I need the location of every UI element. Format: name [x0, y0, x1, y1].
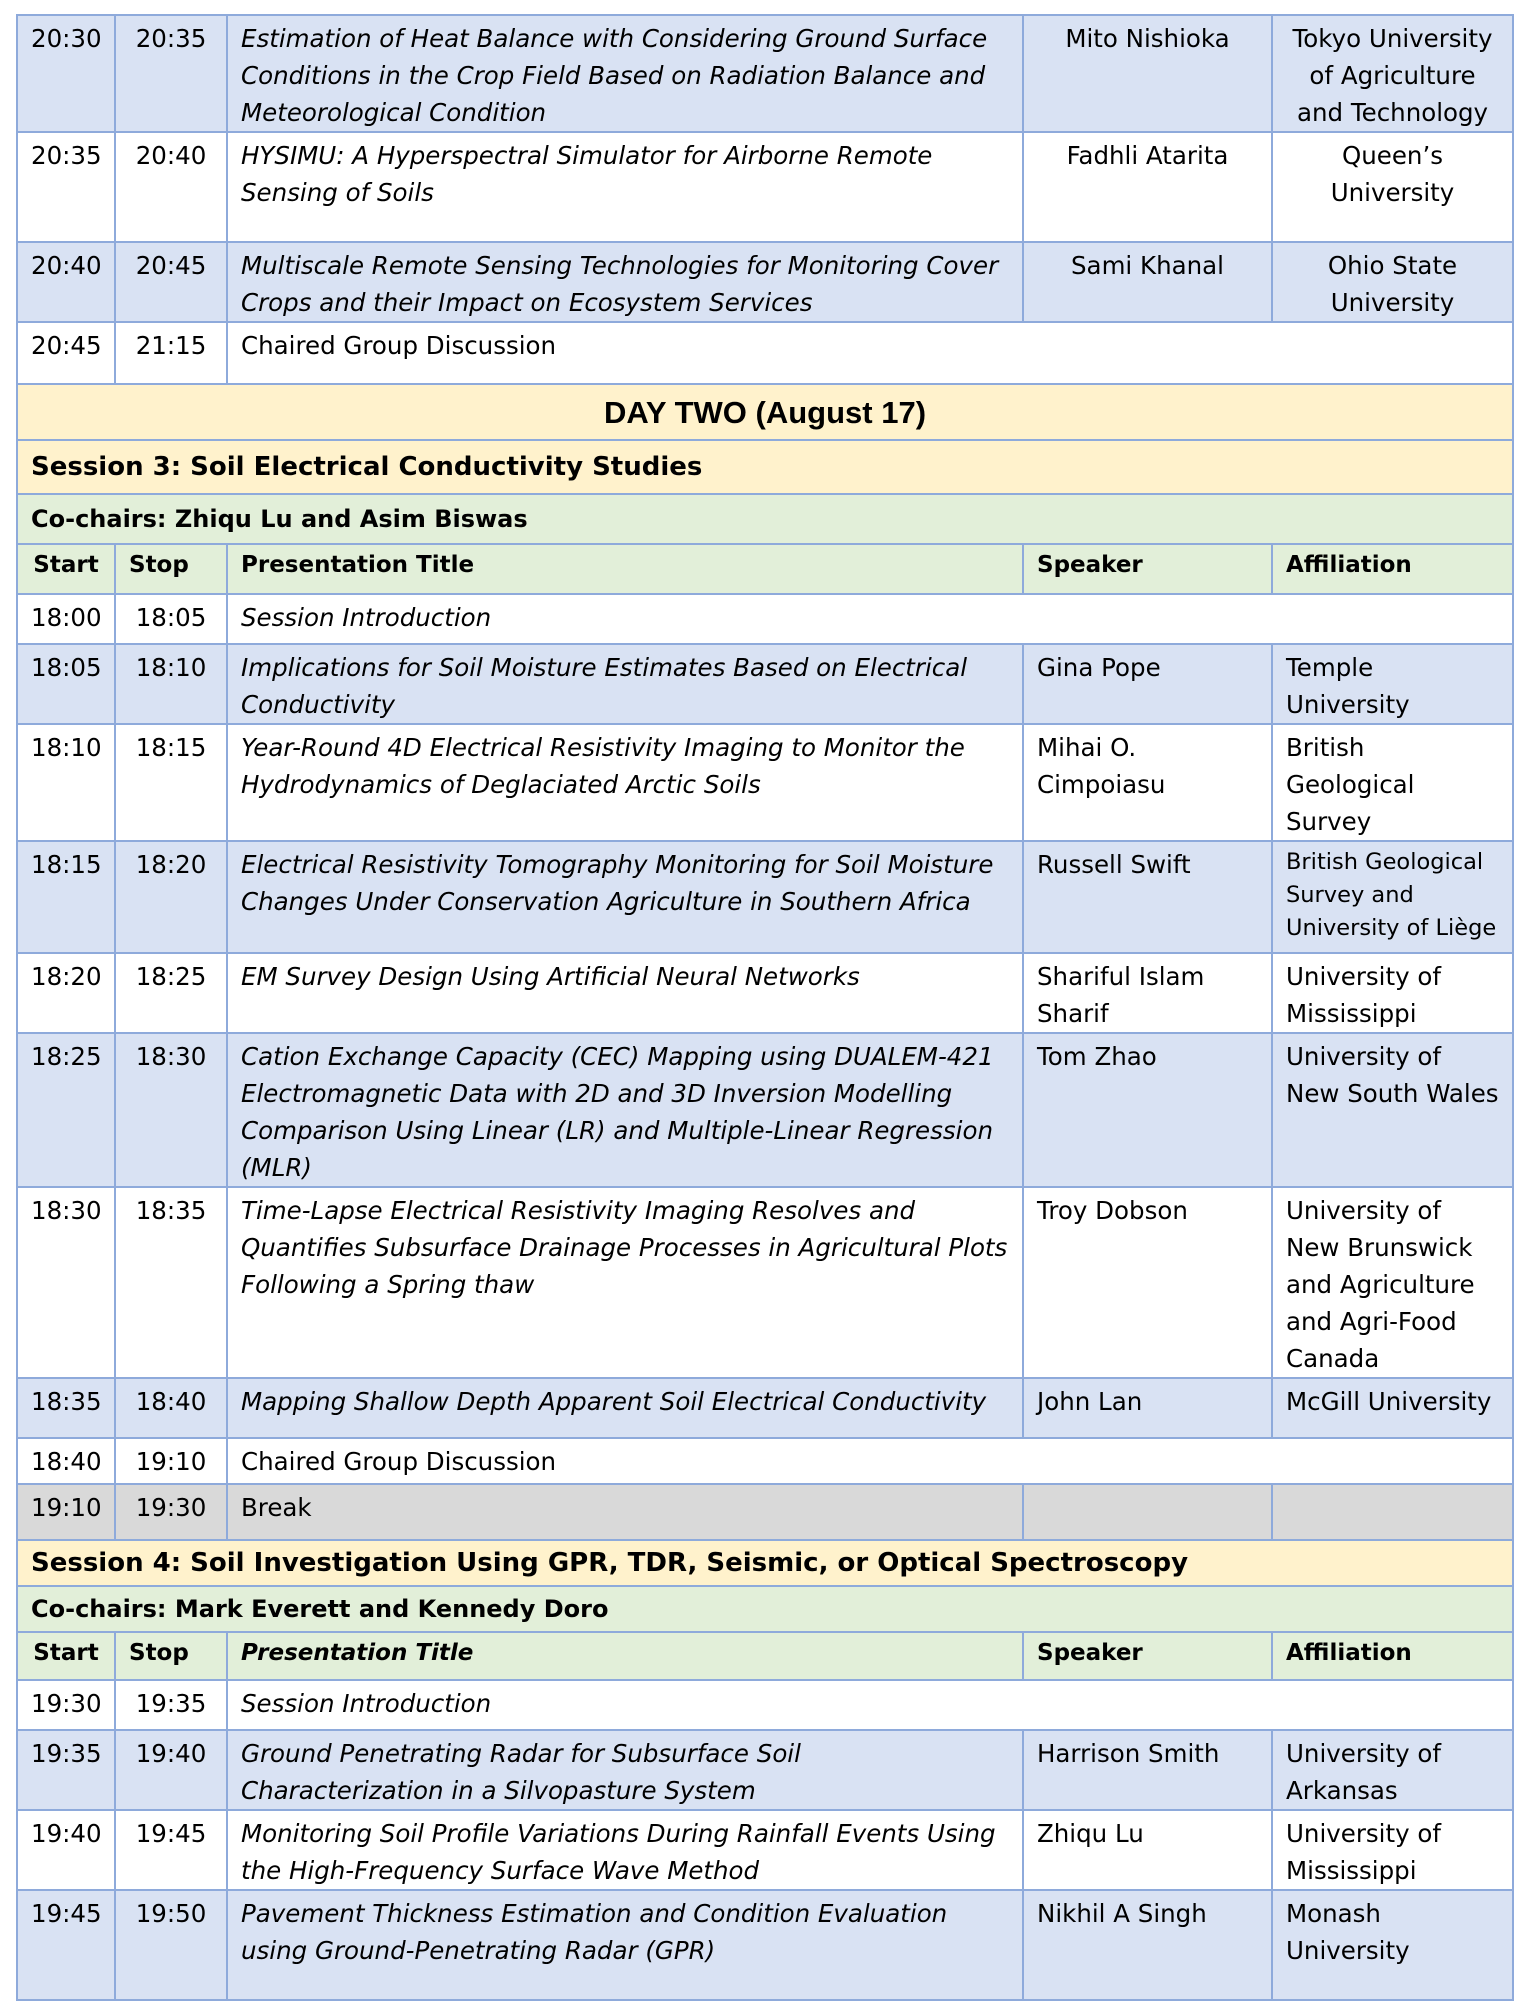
cochairs-row: [17, 1586, 1513, 1632]
stop-time: 19:35: [115, 1680, 227, 1730]
speaker: Tom Zhao: [1023, 1033, 1272, 1187]
start-time: 19:35: [17, 1730, 115, 1810]
column-header-stop: Stop: [115, 544, 227, 594]
speaker: John Lan: [1023, 1378, 1272, 1438]
table-row: [17, 15, 1513, 132]
presentation-title: Session Introduction: [227, 1680, 1513, 1730]
table-row: [17, 1187, 1513, 1378]
speaker: Troy Dobson: [1023, 1187, 1272, 1378]
start-time: 18:20: [17, 953, 115, 1033]
affiliation: University of New South Wales: [1272, 1033, 1513, 1187]
session-title-row: [17, 440, 1513, 494]
affiliation: British Geological Survey and University of Liège: [1272, 841, 1513, 953]
stop-time: 18:20: [115, 841, 227, 953]
table-row: [17, 132, 1513, 242]
column-header-affiliation: Affiliation: [1272, 1632, 1513, 1680]
affiliation: Monash University: [1272, 1890, 1513, 2000]
table-row: [17, 1378, 1513, 1438]
presentation-title: EM Survey Design Using Artificial Neural Networks: [227, 953, 1023, 1033]
speaker-empty: [1023, 1484, 1272, 1540]
presentation-title: Monitoring Soil Profile Variations During Rainfall Events Using the High-Frequency Surface Wave Method: [227, 1810, 1023, 1890]
affiliation: Temple University: [1272, 644, 1513, 724]
start-time: 19:10: [17, 1484, 115, 1540]
table-row: [17, 1484, 1513, 1540]
start-time: 19:40: [17, 1810, 115, 1890]
table-row: [17, 594, 1513, 644]
stop-time: 21:15: [115, 322, 227, 384]
speaker: Mito Nishioka: [1023, 15, 1272, 132]
table-row: [17, 1810, 1513, 1890]
start-time: 20:35: [17, 132, 115, 242]
speaker: Mihai O. Cimpoiasu: [1023, 724, 1272, 841]
speaker: Sami Khanal: [1023, 242, 1272, 322]
table-row: [17, 322, 1513, 384]
cochairs: Co-chairs: Zhiqu Lu and Asim Biswas: [17, 494, 1513, 544]
table-row: [17, 953, 1513, 1033]
stop-time: 18:05: [115, 594, 227, 644]
affiliation-empty: [1272, 1484, 1513, 1540]
affiliation: Ohio State University: [1272, 242, 1513, 322]
stop-time: 19:50: [115, 1890, 227, 2000]
stop-time: 19:10: [115, 1438, 227, 1484]
stop-time: 18:30: [115, 1033, 227, 1187]
start-time: 20:30: [17, 15, 115, 132]
table-row: [17, 841, 1513, 953]
cochairs-row: [17, 494, 1513, 544]
presentation-title: Cation Exchange Capacity (CEC) Mapping using DUALEM-421 Electromagnetic Data with 2D and 3D Inversion Modelling Comparison Using Linear (LR) and Multiple-Linear Regression (MLR): [227, 1033, 1023, 1187]
column-header-affiliation: Affiliation: [1272, 544, 1513, 594]
stop-time: 20:45: [115, 242, 227, 322]
stop-time: 18:15: [115, 724, 227, 841]
speaker: Nikhil A Singh: [1023, 1890, 1272, 2000]
speaker: Russell Swift: [1023, 841, 1272, 953]
stop-time: 20:40: [115, 132, 227, 242]
stop-time: 19:40: [115, 1730, 227, 1810]
stop-time: 20:35: [115, 15, 227, 132]
start-time: 20:45: [17, 322, 115, 384]
presentation-title: Session Introduction: [227, 594, 1513, 644]
column-header-stop: Stop: [115, 1632, 227, 1680]
start-time: 19:45: [17, 1890, 115, 2000]
presentation-title: Estimation of Heat Balance with Considering Ground Surface Conditions in the Crop Field Based on Radiation Balance and Meteorological Condition: [227, 15, 1023, 132]
presentation-title: Time-Lapse Electrical Resistivity Imaging Resolves and Quantifies Subsurface Drainage Processes in Agricultural Plots Following a Spring thaw: [227, 1187, 1023, 1378]
presentation-title: Pavement Thickness Estimation and Condition Evaluation using Ground-Penetrating Radar (GPR): [227, 1890, 1023, 2000]
presentation-title: HYSIMU: A Hyperspectral Simulator for Airborne Remote Sensing of Soils: [227, 132, 1023, 242]
affiliation: University of Arkansas: [1272, 1730, 1513, 1810]
table-header-row: [17, 544, 1513, 594]
start-time: 18:10: [17, 724, 115, 841]
affiliation: Tokyo University of Agriculture and Technology: [1272, 15, 1513, 132]
affiliation: McGill University: [1272, 1378, 1513, 1438]
start-time: 18:30: [17, 1187, 115, 1378]
stop-time: 18:35: [115, 1187, 227, 1378]
session-title-row: [17, 1540, 1513, 1586]
affiliation: University of Mississippi: [1272, 953, 1513, 1033]
start-time: 18:15: [17, 841, 115, 953]
start-time: 18:25: [17, 1033, 115, 1187]
table-row: [17, 1680, 1513, 1730]
stop-time: 18:10: [115, 644, 227, 724]
presentation-title: Electrical Resistivity Tomography Monitoring for Soil Moisture Changes Under Conservation Agriculture in Southern Africa: [227, 841, 1023, 953]
table-row: [17, 1890, 1513, 2000]
affiliation: Queen’s University: [1272, 132, 1513, 242]
affiliation: British Geological Survey: [1272, 724, 1513, 841]
presentation-title: Implications for Soil Moisture Estimates Based on Electrical Conductivity: [227, 644, 1023, 724]
session-title: Session 4: Soil Investigation Using GPR, TDR, Seismic, or Optical Spectroscopy: [17, 1540, 1513, 1586]
schedule-table: [16, 14, 1514, 2001]
presentation-title: Ground Penetrating Radar for Subsurface Soil Characterization in a Silvopasture System: [227, 1730, 1023, 1810]
start-time: 19:30: [17, 1680, 115, 1730]
affiliation: University of Mississippi: [1272, 1810, 1513, 1890]
presentation-title: Mapping Shallow Depth Apparent Soil Electrical Conductivity: [227, 1378, 1023, 1438]
speaker: Zhiqu Lu: [1023, 1810, 1272, 1890]
affiliation: University of New Brunswick and Agriculture and Agri-Food Canada: [1272, 1187, 1513, 1378]
presentation-title: Break: [227, 1484, 1023, 1540]
stop-time: 19:45: [115, 1810, 227, 1890]
speaker: Fadhli Atarita: [1023, 132, 1272, 242]
stop-time: 19:30: [115, 1484, 227, 1540]
start-time: 18:05: [17, 644, 115, 724]
day-banner-row: [17, 384, 1513, 440]
presentation-title: Chaired Group Discussion: [227, 1438, 1513, 1484]
speaker: Harrison Smith: [1023, 1730, 1272, 1810]
session-title: Session 3: Soil Electrical Conductivity Studies: [17, 440, 1513, 494]
start-time: 20:40: [17, 242, 115, 322]
column-header-speaker: Speaker: [1023, 544, 1272, 594]
presentation-title: Multiscale Remote Sensing Technologies for Monitoring Cover Crops and their Impact on Ecosystem Services: [227, 242, 1023, 322]
table-row: [17, 724, 1513, 841]
day-heading: DAY TWO (August 17): [17, 384, 1513, 440]
table-row: [17, 242, 1513, 322]
column-header-speaker: Speaker: [1023, 1632, 1272, 1680]
presentation-title: Year-Round 4D Electrical Resistivity Imaging to Monitor the Hydrodynamics of Deglaciated Arctic Soils: [227, 724, 1023, 841]
table-row: [17, 1438, 1513, 1484]
stop-time: 18:25: [115, 953, 227, 1033]
start-time: 18:35: [17, 1378, 115, 1438]
table-header-row: [17, 1632, 1513, 1680]
speaker: Shariful Islam Sharif: [1023, 953, 1272, 1033]
speaker: Gina Pope: [1023, 644, 1272, 724]
cochairs: Co-chairs: Mark Everett and Kennedy Doro: [17, 1586, 1513, 1632]
column-header-start: Start: [17, 1632, 115, 1680]
column-header-title: Presentation Title: [227, 544, 1023, 594]
stop-time: 18:40: [115, 1378, 227, 1438]
table-row: [17, 1033, 1513, 1187]
presentation-title: Chaired Group Discussion: [227, 322, 1513, 384]
start-time: 18:00: [17, 594, 115, 644]
column-header-start: Start: [17, 544, 115, 594]
column-header-title: Presentation Title: [227, 1632, 1023, 1680]
start-time: 18:40: [17, 1438, 115, 1484]
table-row: [17, 1730, 1513, 1810]
table-row: [17, 644, 1513, 724]
